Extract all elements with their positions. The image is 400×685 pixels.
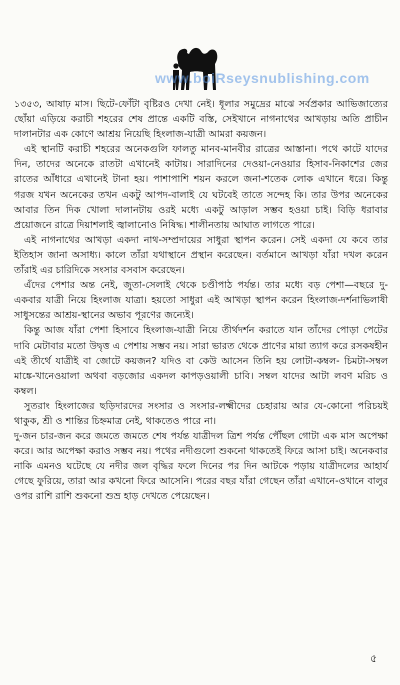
watermark: www.boiRseysnublishing.com [155, 70, 370, 86]
paragraph: এই স্থানটি করাচী শহরের অনেকগুলি ফালতু মানব-মানবীর রাত্রের আস্তানা। পথে কাটে যাদের দিন, তাদের অনেকে রাতটা এখানেই কাটায়। সারাদিনের দেওয়া-নেওয়ার হিসাব-নিকাশের জের রাতের আঁধারে এখানেই টানা হয়। পাশাপাশি শয়ন করলে জনা-শতেক লোক এখানে ধরে। কিন্তু গরজ যখন অনেকের তখন একটু আপদ-বালাই যে ঘটবেই তাতে সন্দেহ কি। তার উপর অনেকের আবার তিন দিক খোলা দালানটায় ওরই মধ্যে একটু আড়াল সম্ভব হওয়া চাই। বিড়ি ধরাবার প্রয়োজনে রাত্রে দিয়াশলাই জ্বালানোও নিষিদ্ধ। শালীনতায় আঘাত লাগতে পারে। [14, 144, 388, 231]
paragraph: দু-জন চার-জন করে জমতে জমতে শেষ পর্যন্ত যাত্রীদল ত্রিশ পর্যন্ত পৌঁছল গোটা এক মাস অপেক্ষা করে। আর অপেক্ষা করাও সম্ভব নয়। পথের নদীগুলো শুকনো থাকতেই ফিরে আসা চাই। অনেকবার নাকি এমনও ঘটেছে যে নদীর জল বৃদ্ধির ফলে দিনের পর দিন আটকে পড়ায় যাত্রীদলের আহার্য গেছে ফুরিয়ে, তারা আর কখনো ফিরে আসেনি। পরের বছর যাঁরা গেছেন তাঁরা এখানে-ওখানে বালুর ওপর রাশি রাশি শুকনো শুভ্র হাড় দেখতে পেয়েছেন। [14, 431, 388, 503]
paragraph: সুতরাং হিংলাজের ছড়িদারদের সংসার ও সংসার-লক্ষ্মীদের চেহারায় আর যে-কোনো পরিচয়ই থাকুক, শ্রী ও শান্তির চিহ্নমাত্র নেই, থাকতেও পারে না। [14, 400, 388, 427]
paragraph: এঁদের পেশার অন্ত নেই, জুতা-সেলাই থেকে চণ্ডীপাঠ পর্যন্ত। তার মধ্যে বড় পেশা—বছরে দু-একবার যাত্রী নিয়ে হিংলাজ যাত্রা। হয়তো সাধুরা এই আখড়া স্থাপন করেন হিংলাজ-দর্শনাভিলাষী সাধুসন্তের আশ্রয়-স্থানের অভাব পূরণের জন্যেই। [14, 280, 388, 322]
paragraph: এই নাগনাথের আখড়া একদা নাথ-সম্প্রদায়ের সাধুরা স্থাপন করেন। সেই একদা যে কবে তার ইতিহাস জানা অসাধ্য। কালে তাঁরা যথাস্থানে প্রস্থান করেছেন। বর্তমানে আখড়া যাঁরা দখল করেন তাঁরাই এর চারিদিকে সংসার বসবাস করেছেন। [14, 234, 388, 277]
page-number: ৫ [370, 652, 378, 665]
paragraph: ১৩৫৩, আষাঢ় মাস। ছিটে-ফোঁটা বৃষ্টিরও দেখা নেই। ধূলার সমুদ্রের মাঝে সর্বপ্রকার আভিজাত্যের ছোঁয়া এড়িয়ে করাচী শহরের শেষ প্রান্তে একটি বস্তি, সেইখানে নাগনাথের আখড়ায় অতি প্রাচীন দালানটার এক কোণে আশ্রয় নিয়েছি হিংলাজ-যাত্রী আমরা কয়জন। [14, 99, 388, 141]
paragraph: কিন্তু আজ যাঁরা পেশা হিসাবে হিংলাজ-যাত্রী নিয়ে তীর্থদর্শন করাতে যান তাঁদের পোড়া পেটের দাবি মেটাবার মতো উদ্বৃত্ত এ পেশায় সম্ভব নয়। সারা ভারত থেকে প্রাণের মায়া ত্যাগ করে রসকষহীন এই তীর্থে যাত্রীই বা জোটে কয়জন? যদিও বা কেউ আসেন তিনি হয় লোটা-কম্বল- চিমটা-সম্বল মাঙ্কে-খানেওয়ালা অথবা বড়জোর একদল কাপড়ওয়ালী চাবি। সম্বল যাদের আটা লবণ মরিচ ও কম্বল। [14, 325, 388, 397]
body-text [14, 97, 388, 505]
